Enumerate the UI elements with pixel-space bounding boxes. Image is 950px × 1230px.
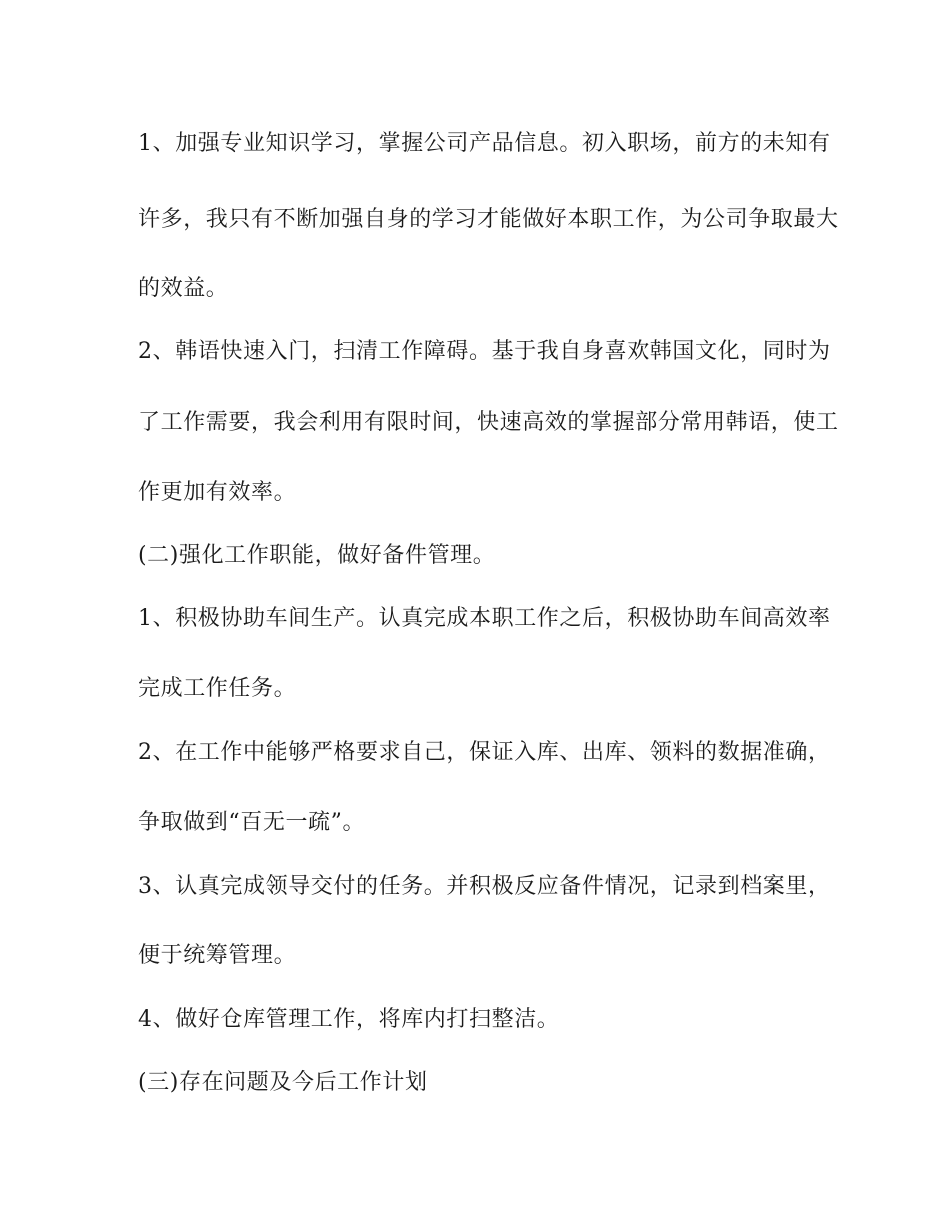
text-line: 2、在工作中能够严格要求自己，保证入库、出库、领料的数据准确，	[138, 740, 831, 765]
text-line: 的效益。	[138, 276, 229, 301]
text-line: 许多，我只有不断加强自身的学习才能做好本职工作，为公司争取最大	[138, 207, 839, 232]
text-line: 2、韩语快速入门，扫清工作障碍。基于我自身喜欢韩国文化，同时为	[138, 339, 831, 364]
text-line: 便于统筹管理。	[138, 943, 297, 968]
text-line: 1、加强专业知识学习，掌握公司产品信息。初入职场，前方的未知有	[138, 131, 831, 156]
text-line: 争取做到“百无一疏”。	[138, 810, 366, 835]
text-line: 作更加有效率。	[138, 480, 297, 505]
text-line: 3、认真完成领导交付的任务。并积极反应备件情况，记录到档案里，	[138, 874, 831, 899]
text-line: 了工作需要，我会利用有限时间，快速高效的掌握部分常用韩语，使工	[138, 410, 839, 435]
section-heading: (三)存在问题及今后工作计划	[138, 1070, 428, 1095]
text-line: 完成工作任务。	[138, 676, 297, 701]
section-heading: (二)强化工作职能，做好备件管理。	[138, 543, 496, 568]
text-line: 1、积极协助车间生产。认真完成本职工作之后，积极协助车间高效率	[138, 606, 831, 631]
text-line: 4、做好仓库管理工作，将库内打扫整洁。	[138, 1007, 560, 1032]
